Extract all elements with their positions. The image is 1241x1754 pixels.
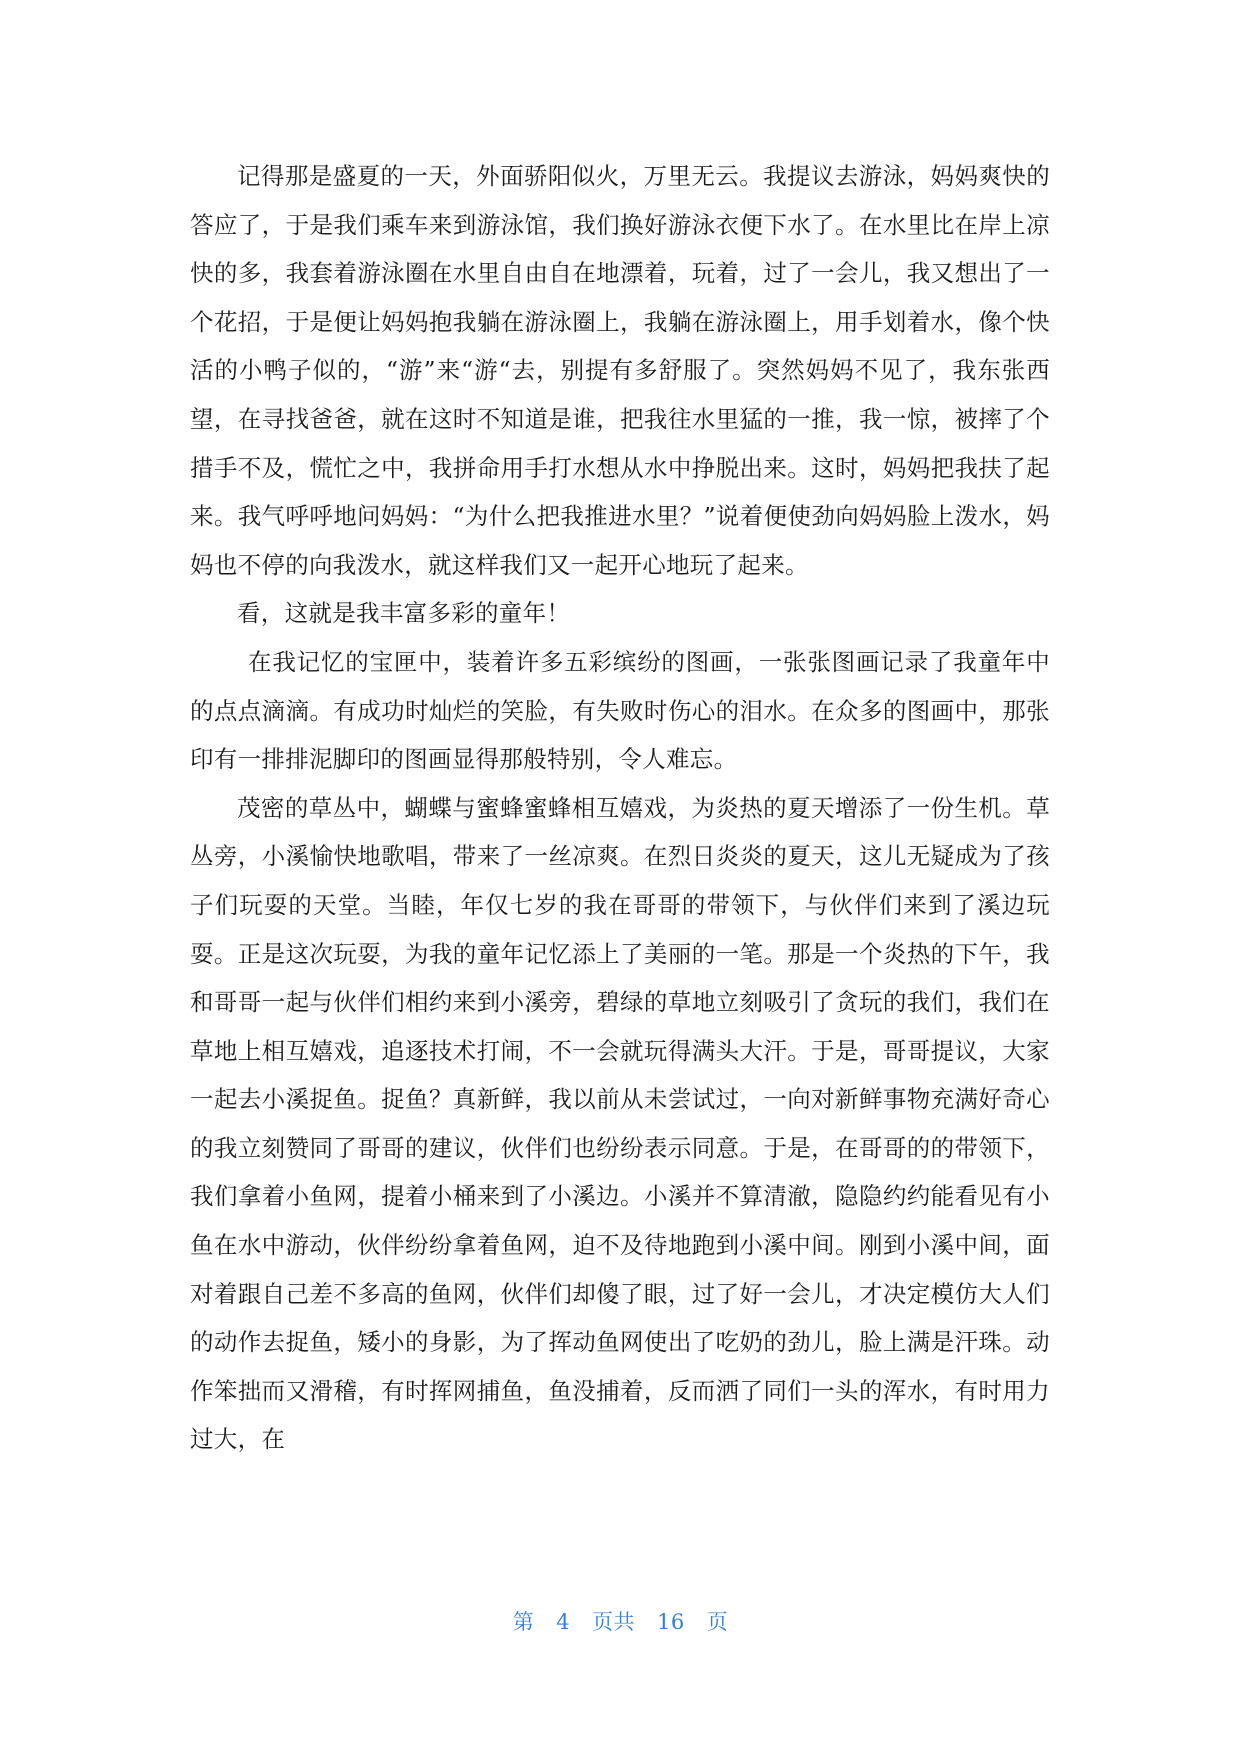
- page-label-middle: 页共: [592, 1610, 636, 1634]
- current-page-number: 4: [556, 1610, 571, 1634]
- page-label-suffix: 页: [706, 1610, 729, 1634]
- page-label-prefix: 第: [512, 1610, 535, 1634]
- page-footer: [0, 1606, 1241, 1636]
- total-pages-number: 16: [657, 1610, 685, 1634]
- paragraph: 看，这就是我丰富多彩的童年！: [237, 599, 571, 628]
- document-body: [190, 152, 1050, 1464]
- paragraph: 在我记忆的宝匣中，装着许多五彩缤纷的图画，一张张图画记录了我童年中的点点滴滴。有成功时灿烂的笑脸，有失败时伤心的泪水。在众多的图画中，那张印有一排排泥脚印的图画显得那般特别，令人难忘。: [190, 647, 1050, 774]
- paragraph: 茂密的草丛中，蝴蝶与蜜蜂蜜蜂相互嬉戏，为炎热的夏天增添了一份生机。草丛旁，小溪愉快地歌唱，带来了一丝凉爽。在烈日炎炎的夏天，这儿无疑成为了孩子们玩耍的天堂。当睦，年仅七岁的我在哥哥的带领下，与伙伴们来到了溪边玩耍。正是这次玩耍，为我的童年记忆添上了美丽的一笔。那是一个炎热的下午，我和哥哥一起与伙伴们相约来到小溪旁，碧绿的草地立刻吸引了贪玩的我们，我们在草地上相互嬉戏，追逐技术打闹，不一会就玩得满头大汗。于是，哥哥提议，大家一起去小溪捉鱼。捉鱼？真新鲜，我以前从未尝试过，一向对新鲜事物充满好奇心的我立刻赞同了哥哥的建议，伙伴们也纷纷表示同意。于是，在哥哥的的带领下，我们拿着小鱼网，提着小桶来到了小溪边。小溪并不算清澈，隐隐约约能看见有小鱼在水中游动，伙伴纷纷拿着鱼网，迫不及待地跑到小溪中间。刚到小溪中间，面对着跟自己差不多高的鱼网，伙伴们却傻了眼，过了好一会儿，才决定模仿大人们的动作去捉鱼，矮小的身影，为了挥动鱼网使出了吃奶的劲儿，脸上满是汗珠。动作笨拙而又滑稽，有时挥网捕鱼，鱼没捕着，反而洒了同们一头的浑水，有时用力过大，在: [190, 793, 1050, 1454]
- paragraph: 记得那是盛夏的一天，外面骄阳似火，万里无云。我提议去游泳，妈妈爽快的答应了，于是我们乘车来到游泳馆，我们换好游泳衣便下水了。在水里比在岸上凉快的多，我套着游泳圈在水里自由自在地漂着，玩着，过了一会儿，我又想出了一个花招，于是便让妈妈抱我躺在游泳圈上，我躺在游泳圈上，用手划着水，像个快活的小鸭子似的，“游”来“游“去，别提有多舒服了。突然妈妈不见了，我东张西望，在寻找爸爸，就在这时不知道是谁，把我往水里猛的一推，我一惊，被摔了个措手不及，慌忙之中，我拼命用手打水想从水中挣脱出来。这时，妈妈把我扶了起来。我气呼呼地问妈妈：“为什么把我推进水里？”说着便使劲向妈妈脸上泼水，妈妈也不停的向我泼水，就这样我们又一起开心地玩了起来。: [190, 162, 1050, 579]
